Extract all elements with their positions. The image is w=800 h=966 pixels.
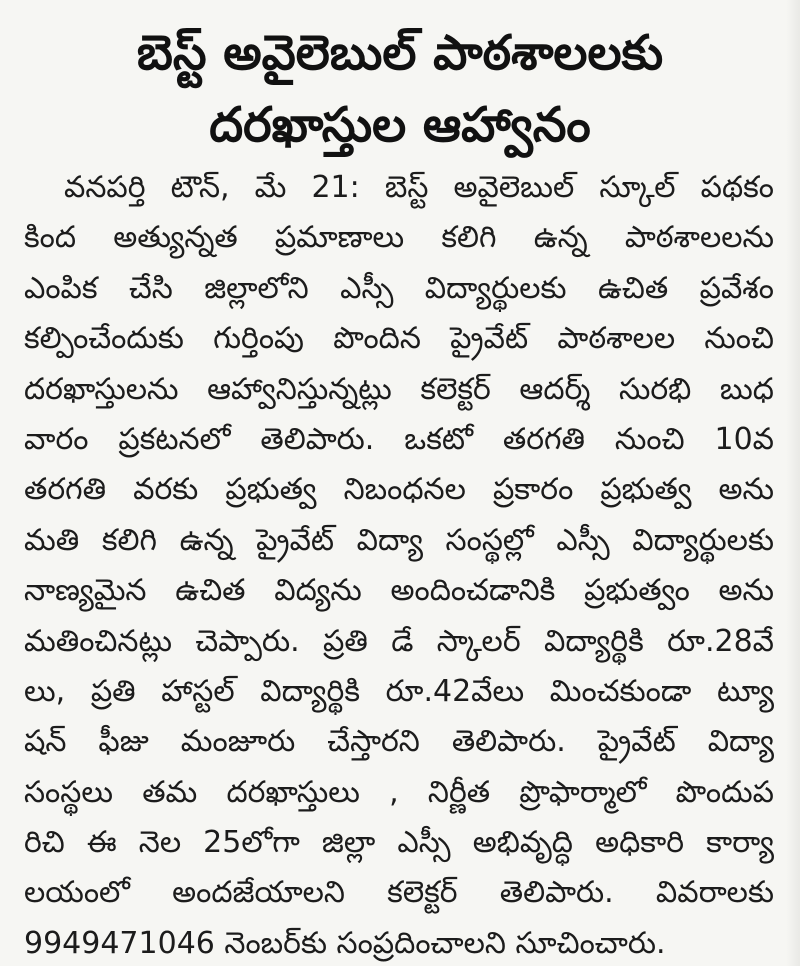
article-line-14: రిచి ఈ నెల 25లోగా జిల్లా ఎస్సీ అభివృద్ధి అధికారి కార్యా bbox=[24, 825, 774, 861]
article-line-3: ఎంపిక చేసి జిల్లాలోని ఎస్సీ విద్యార్థులకు ఉచిత ప్రవేశం bbox=[24, 270, 774, 306]
headline-line-2: దరఖాస్తుల ఆహ్వానం bbox=[209, 97, 591, 153]
article-line-9: నాణ్యమైన ఉచిత విద్యను అందించడానికి ప్రభుత్వం అను bbox=[24, 573, 774, 609]
article-body bbox=[24, 163, 774, 966]
page-edge-shadow bbox=[786, 0, 800, 966]
article-line-15: లయంలో అందజేయాలని కలెక్టర్ తెలిపారు. వివరాలకు bbox=[24, 875, 774, 911]
article-line-7: తరగతి వరకు ప్రభుత్వ నిబంధనల ప్రకారం ప్రభుత్వ అను bbox=[24, 472, 774, 508]
article-line-12: షన్ ఫీజు మంజూరు చేస్తారని తెలిపారు. ప్రైవేట్ విద్యా bbox=[24, 724, 774, 760]
article-line-5: దరఖాస్తులను ఆహ్వానిస్తున్నట్లు కలెక్టర్ ఆదర్శ్ సురభి బుధ bbox=[24, 371, 774, 407]
article-line-13: సంస్థలు తమ దరఖాస్తులు , నిర్ణీత ప్రొఫార్మాలో పొందుప bbox=[24, 774, 774, 810]
article-line-10: మతించినట్లు చెప్పారు. ప్రతి డే స్కాలర్ విద్యార్థికి రూ.28వే bbox=[24, 623, 774, 659]
headline-line-1: బెస్ట్ అవైలెబుల్ పాఠశాలలకు bbox=[136, 25, 664, 81]
article-line-1: వనపర్తి టౌన్, మే 21: బెస్ట్ అవైలెబుల్ స్కూల్ పథకం bbox=[64, 170, 774, 205]
article-line-6: వారం ప్రకటనలో తెలిపారు. ఒకటో తరగతి నుంచి 10వ bbox=[24, 421, 774, 457]
article-line-11: లు, ప్రతి హాస్టల్ విద్యార్థికి రూ.42వేలు మించకుండా ట్యూ bbox=[24, 673, 774, 709]
article-line-2: కింద అత్యున్నత ప్రమాణాలు కలిగి ఉన్న పాఠశాలలను bbox=[24, 220, 774, 256]
article-line-16: 9949471046 నెంబర్‌కు సంప్రదించాలని సూచించారు. bbox=[24, 925, 666, 961]
article-line-4: కల్పించేందుకు గుర్తింపు పొందిన ప్రైవేట్ పాఠశాలల నుంచి bbox=[24, 321, 774, 357]
article-line-8: మతి కలిగి ఉన్న ప్రైవేట్ విద్యా సంస్థల్లో ఎస్సీ విద్యార్థులకు bbox=[24, 522, 774, 558]
